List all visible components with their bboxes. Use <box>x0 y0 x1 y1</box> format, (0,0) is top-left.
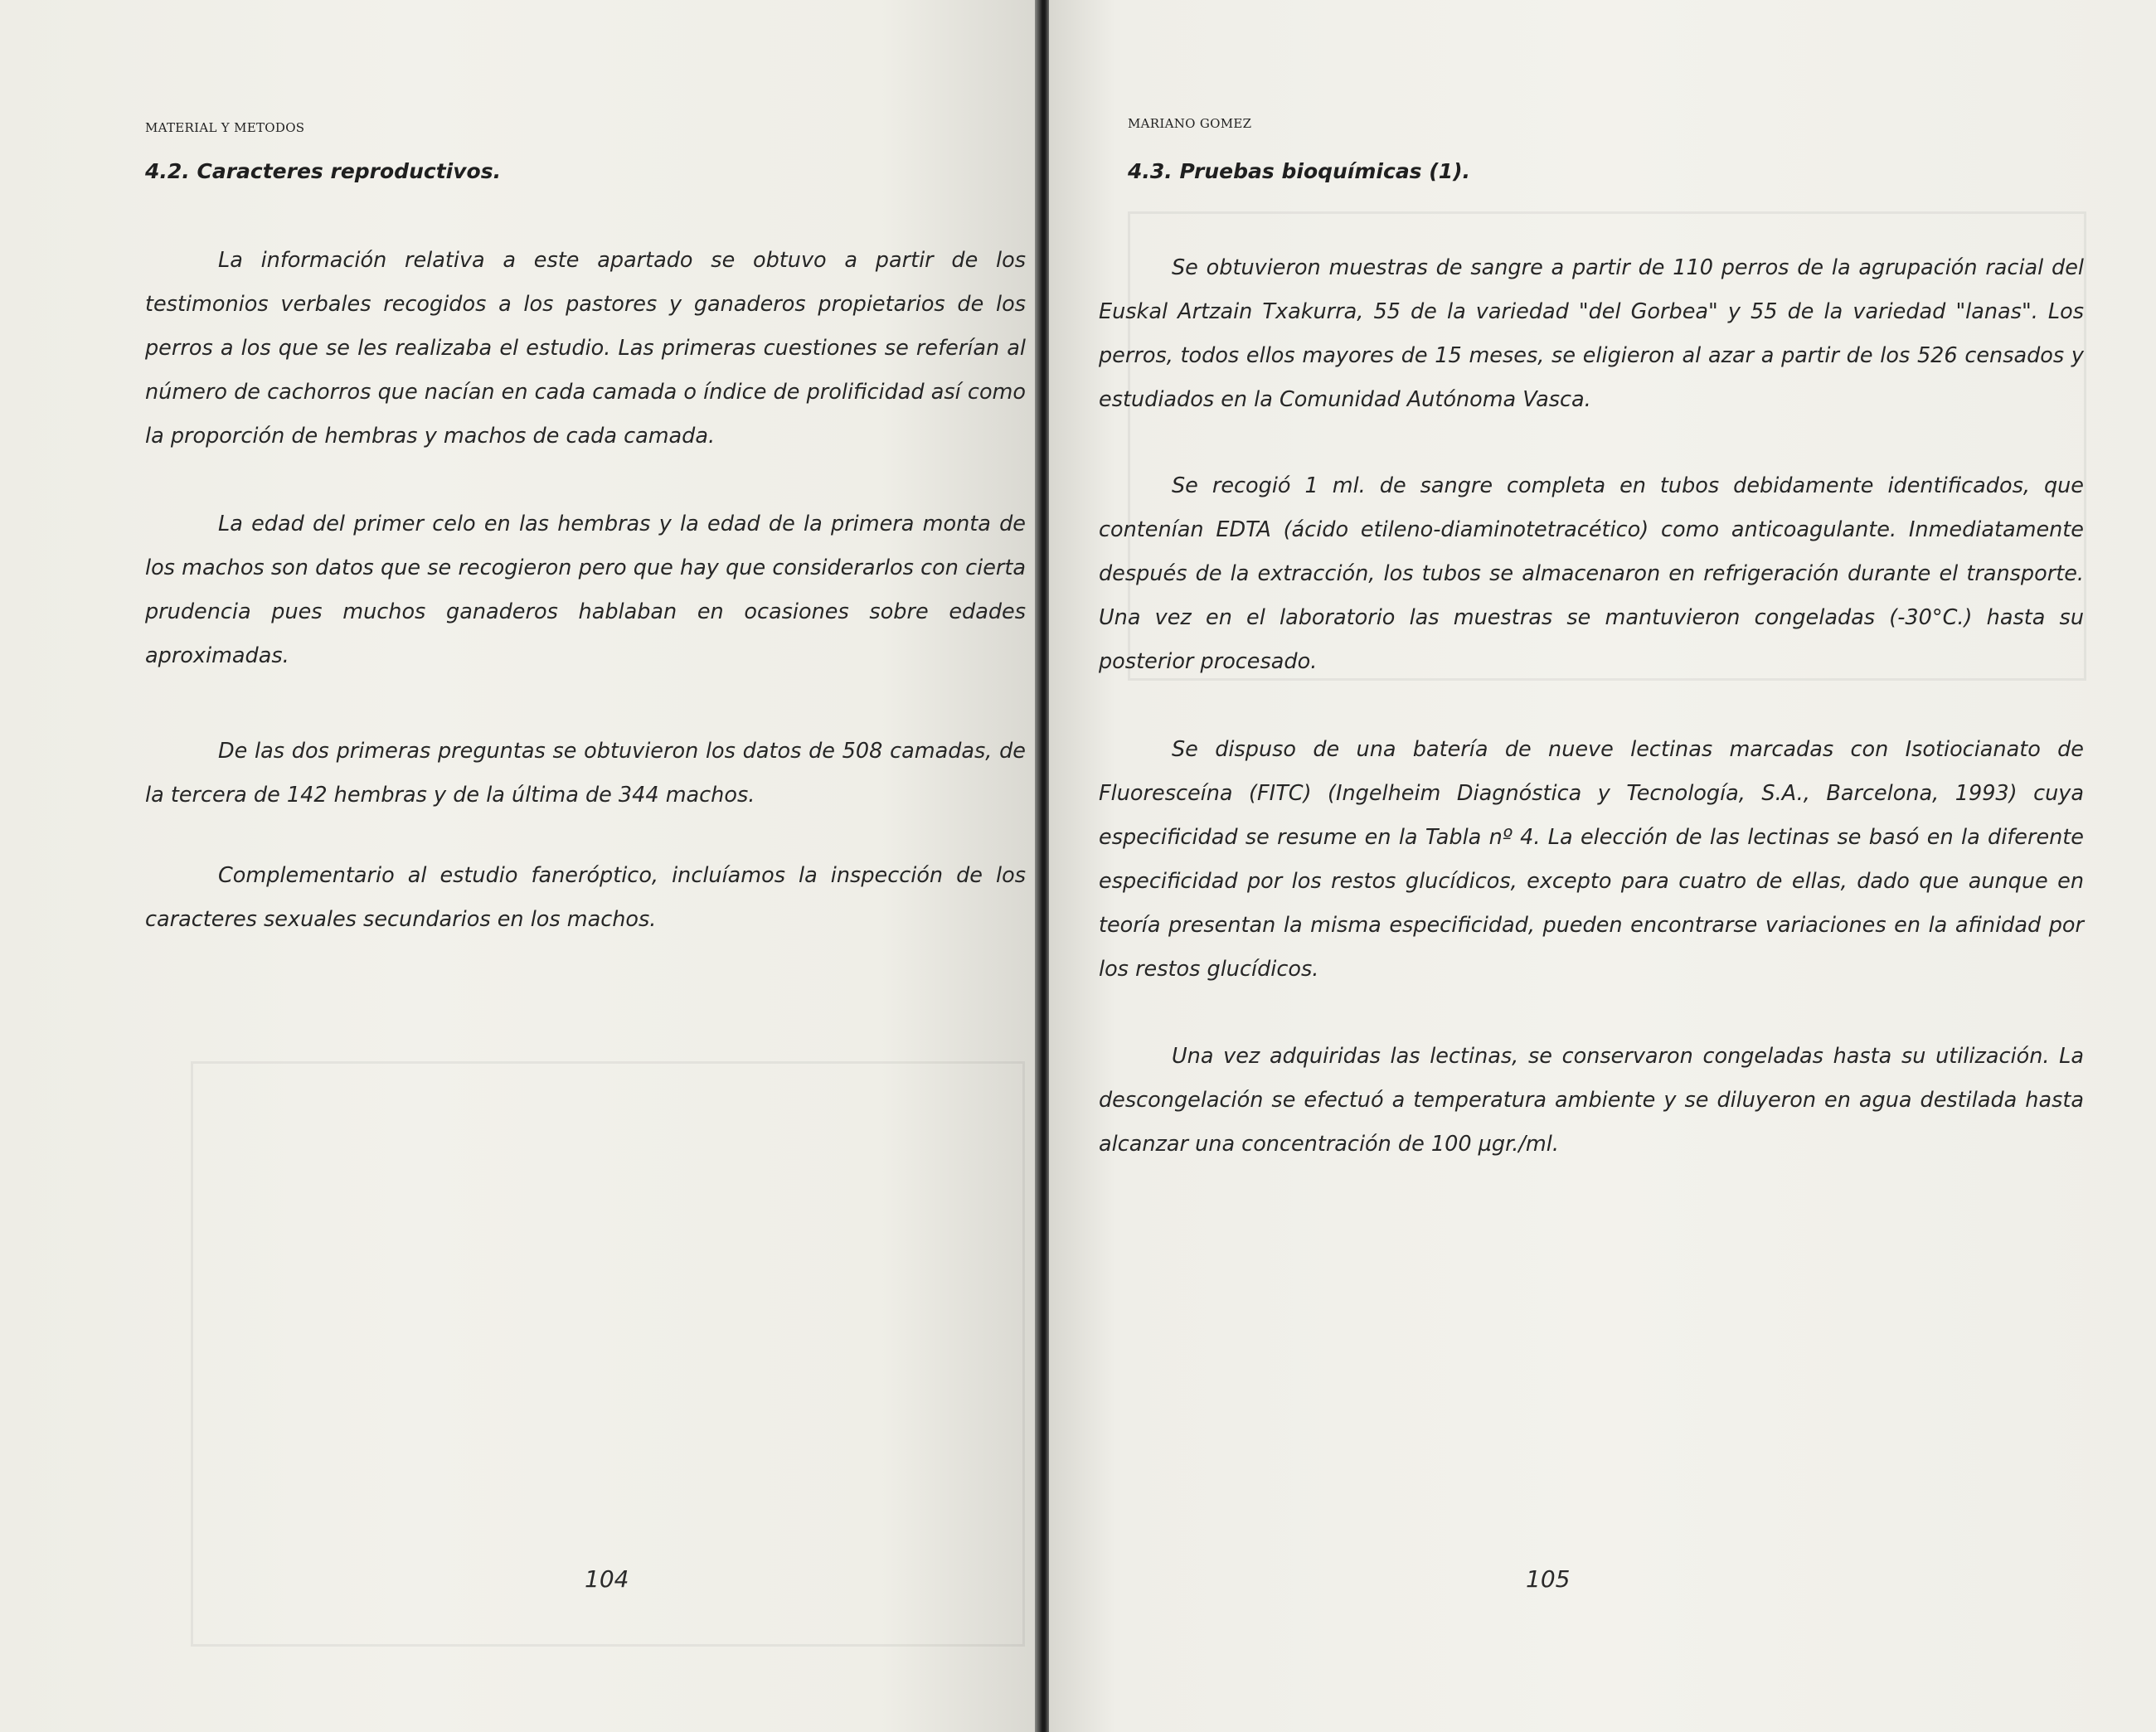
paragraph: Se obtuvieron muestras de sangre a partir de 110 perros de la agrupación racial del Euskal Artzain Txakurra, 55 de la variedad "del Gorbea" y 55 de la variedad "lanas". Los perros, todos ellos mayores de 15 meses, se eligieron al azar a partir de los 526 censados y estudiados en la Comunidad Autónoma Vasca. <box>1099 255 2084 412</box>
paragraph: La edad del primer celo en las hembras y la edad de la primera monta de los machos son datos que se recogieron pero que hay que considerarlos con cierta prudencia pues muchos ganaderos hablaban en ocasiones sobre edades aproximadas. <box>145 512 1026 668</box>
running-header: MARIANO GOMEZ <box>1128 116 1252 131</box>
paragraph: Se recogió 1 ml. de sangre completa en tubos debidamente identificados, que contenían EDTA (ácido etileno-diaminotetracético) como anticoagulante. Inmediatamente después de la extracción, los tubos se almacenaron en refrigeración durante el transporte. Una vez en el laboratorio las muestras se mantuvieron congeladas (-30°C.) hasta su posterior procesado. <box>1099 473 2084 674</box>
paragraph: De las dos primeras preguntas se obtuvieron los datos de 508 camadas, de la tercera de 142 hembras y de la última de 344 machos. <box>145 739 1026 808</box>
paragraph: La información relativa a este apartado se obtuvo a partir de los testimonios verbales recogidos a los pastores y ganaderos propietarios de los perros a los que se les realizaba el estudio. Las primeras cuestiones se referían al número de cachorros que nacían en cada camada o índice de prolificidad así como la proporción de hembras y machos de cada camada. <box>145 248 1026 449</box>
page-number: 105 <box>1526 1565 1571 1593</box>
paragraph: Complementario al estudio faneróptico, incluíamos la inspección de los caracteres sexuales secundarios en los machos. <box>145 863 1026 932</box>
page-number: 104 <box>585 1565 629 1593</box>
left-page <box>0 0 1037 1732</box>
bleed-through-table <box>191 1061 1025 1647</box>
paragraph: Una vez adquiridas las lectinas, se conservaron congeladas hasta su utilización. La descongelación se efectuó a temperatura ambiente y se diluyeron en agua destilada hasta alcanzar una concentración de 100 µgr./ml. <box>1099 1044 2084 1157</box>
running-header: MATERIAL Y METODOS <box>145 120 305 135</box>
right-page <box>1049 0 2156 1732</box>
section-title: 4.2. Caracteres reproductivos. <box>145 159 502 183</box>
section-title: 4.3. Pruebas bioquímicas (1). <box>1128 159 1471 183</box>
paragraph: Se dispuso de una batería de nueve lectinas marcadas con Isotiocianato de Fluoresceína (FITC) (Ingelheim Diagnóstica y Tecnología, S.A., Barcelona, 1993) cuya especificidad se resume en la Tabla nº 4. La elección de las lectinas se basó en la diferente especificidad por los restos glucídicos, excepto para cuatro de ellas, dado que aunque en teoría presentan la misma especificidad, pueden encontrarse variaciones en la afinidad por los restos glucídicos. <box>1099 737 2084 982</box>
